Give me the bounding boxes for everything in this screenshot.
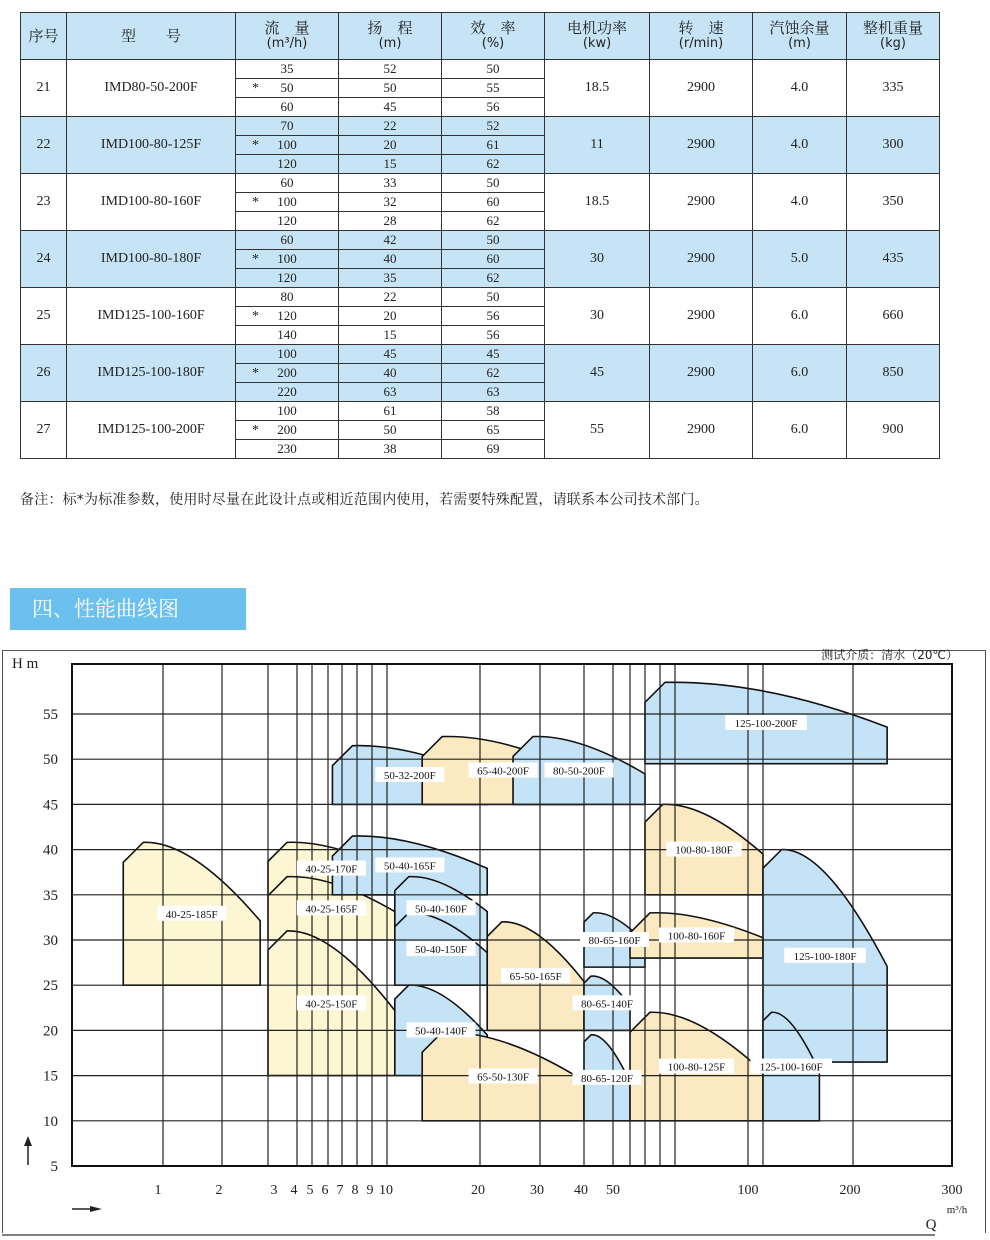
zone-label: 80-50-200F — [553, 765, 605, 778]
cell-flow: * 200 — [236, 421, 339, 440]
cell-head: 61 — [339, 402, 442, 421]
cell-head: 40 — [339, 364, 442, 383]
cell-flow: 60 — [236, 174, 339, 193]
cell-model: IMD125-100-200F — [67, 402, 236, 459]
cell-model: IMD100-80-125F — [67, 117, 236, 174]
table-row — [21, 402, 940, 421]
cell-weight: 900 — [847, 402, 940, 459]
cell-efficiency: 50 — [442, 174, 545, 193]
cell-no: 25 — [21, 288, 67, 345]
header-efficiency: 效 率 (%) — [442, 13, 545, 60]
x-axis-symbol: Q — [925, 1217, 937, 1233]
svg-text:50: 50 — [43, 752, 58, 769]
header-motor-power: 电机功率 (kw) — [545, 13, 650, 60]
svg-text:40: 40 — [574, 1183, 588, 1198]
cell-flow: 70 — [236, 117, 339, 136]
cell-efficiency: 55 — [442, 79, 545, 98]
svg-text:50: 50 — [606, 1183, 620, 1198]
cell-npsh: 4.0 — [753, 117, 847, 174]
cell-model: IMD100-80-160F — [67, 174, 236, 231]
header-head: 扬 程 (m) — [339, 13, 442, 60]
header-speed: 转 速 (r/min) — [650, 13, 753, 60]
cell-motor-power: 30 — [545, 231, 650, 288]
zone-label: 65-40-200F — [477, 765, 530, 778]
cell-speed: 2900 — [650, 402, 753, 459]
cell-head: 35 — [339, 269, 442, 288]
cell-flow: * 120 — [236, 307, 339, 326]
zone-label: 50-40-160F — [415, 903, 467, 916]
cell-flow: * 50 — [236, 79, 339, 98]
standard-point-star: * — [252, 81, 259, 96]
cell-efficiency: 62 — [442, 212, 545, 231]
cell-no: 26 — [21, 345, 67, 402]
cell-flow: * 100 — [236, 136, 339, 155]
zone-label: 100-80-160F — [667, 930, 726, 943]
cell-flow: 120 — [236, 269, 339, 288]
cell-flow: 120 — [236, 212, 339, 231]
cell-head: 50 — [339, 421, 442, 440]
header-no: 序号 — [21, 13, 67, 60]
cell-head: 20 — [339, 136, 442, 155]
svg-text:5: 5 — [306, 1183, 314, 1198]
cell-flow: 230 — [236, 440, 339, 459]
cell-speed: 2900 — [650, 60, 753, 117]
svg-text:25: 25 — [43, 978, 58, 995]
x-axis-labels — [155, 1183, 963, 1198]
cell-efficiency: 45 — [442, 345, 545, 364]
table-body — [21, 60, 940, 459]
svg-text:100: 100 — [737, 1183, 759, 1198]
cell-model: IMD80-50-200F — [67, 60, 236, 117]
cell-head: 52 — [339, 60, 442, 79]
cell-head: 50 — [339, 79, 442, 98]
cell-weight: 300 — [847, 117, 940, 174]
standard-point-star: * — [252, 423, 259, 438]
cell-head: 28 — [339, 212, 442, 231]
svg-text:55: 55 — [43, 707, 58, 723]
cell-flow: 80 — [236, 288, 339, 307]
cell-head: 33 — [339, 174, 442, 193]
svg-text:5: 5 — [50, 1159, 58, 1175]
zone-label: 50-40-165F — [383, 860, 436, 873]
cell-efficiency: 52 — [442, 117, 545, 136]
cell-no: 23 — [21, 174, 67, 231]
cell-npsh: 5.0 — [753, 231, 847, 288]
header-weight: 整机重量 (kg) — [847, 13, 940, 60]
footnote: 备注：标*为标准参数，使用时尽量在此设计点或相近范围内使用，若需要特殊配置，请联系本公司技术部门。 — [20, 492, 709, 508]
cell-model: IMD125-100-180F — [67, 345, 236, 402]
svg-text:300: 300 — [941, 1183, 963, 1198]
zone-label: 40-25-170F — [305, 863, 358, 876]
cell-head: 32 — [339, 193, 442, 212]
cell-head: 40 — [339, 250, 442, 269]
cell-no: 21 — [21, 60, 67, 117]
zone-label: 65-50-165F — [509, 971, 562, 984]
cell-efficiency: 56 — [442, 98, 545, 117]
cell-flow: 35 — [236, 60, 339, 79]
x-axis-unit: m³/h — [946, 1204, 968, 1216]
table-header-row — [21, 13, 940, 60]
cell-flow: 100 — [236, 345, 339, 364]
cell-motor-power: 18.5 — [545, 60, 650, 117]
cell-head: 38 — [339, 440, 442, 459]
cell-flow: 140 — [236, 326, 339, 345]
zone-label: 40-25-165F — [305, 903, 358, 916]
zone-label: 80-65-120F — [581, 1072, 633, 1085]
cell-head: 22 — [339, 117, 442, 136]
cell-flow: 220 — [236, 383, 339, 402]
svg-text:7: 7 — [336, 1183, 344, 1198]
cell-head: 15 — [339, 155, 442, 174]
cell-speed: 2900 — [650, 117, 753, 174]
cell-efficiency: 60 — [442, 193, 545, 212]
cell-efficiency: 61 — [442, 136, 545, 155]
cell-head: 15 — [339, 326, 442, 345]
svg-text:6: 6 — [321, 1183, 329, 1198]
svg-text:3: 3 — [270, 1183, 278, 1198]
standard-point-star: * — [252, 309, 259, 324]
cell-weight: 850 — [847, 345, 940, 402]
zone-label: 50-32-200F — [383, 770, 436, 783]
cell-efficiency: 62 — [442, 269, 545, 288]
cell-weight: 350 — [847, 174, 940, 231]
svg-text:1: 1 — [154, 1183, 162, 1198]
cell-flow: 100 — [236, 402, 339, 421]
cell-motor-power: 55 — [545, 402, 650, 459]
zone-label: 125-100-160F — [759, 1061, 823, 1074]
cell-npsh: 6.0 — [753, 288, 847, 345]
cell-head: 20 — [339, 307, 442, 326]
cell-no: 24 — [21, 231, 67, 288]
cell-npsh: 4.0 — [753, 60, 847, 117]
cell-no: 27 — [21, 402, 67, 459]
cell-flow: 120 — [236, 155, 339, 174]
svg-text:20: 20 — [471, 1183, 485, 1198]
cell-efficiency: 56 — [442, 326, 545, 345]
svg-text:30: 30 — [43, 933, 58, 949]
cell-model: IMD125-100-160F — [67, 288, 236, 345]
cell-head: 42 — [339, 231, 442, 250]
zone-label: 100-80-180F — [675, 844, 733, 857]
svg-text:45: 45 — [43, 797, 58, 814]
cell-efficiency: 63 — [442, 383, 545, 402]
zone-label: 65-50-130F — [477, 1071, 530, 1084]
cell-npsh: 6.0 — [753, 345, 847, 402]
cell-motor-power: 11 — [545, 117, 650, 174]
cell-npsh: 6.0 — [753, 402, 847, 459]
zone-label: 125-100-200F — [734, 718, 798, 731]
cell-efficiency: 62 — [442, 364, 545, 383]
cell-speed: 2900 — [650, 288, 753, 345]
cell-flow: * 200 — [236, 364, 339, 383]
cell-speed: 2900 — [650, 174, 753, 231]
cell-no: 22 — [21, 117, 67, 174]
standard-point-star: * — [252, 138, 259, 153]
standard-point-star: * — [252, 252, 259, 267]
zone-label: 50-40-150F — [415, 944, 467, 957]
svg-text:10: 10 — [379, 1183, 393, 1198]
cell-efficiency: 60 — [442, 250, 545, 269]
table-row — [21, 231, 940, 250]
svg-text:20: 20 — [43, 1023, 58, 1040]
svg-text:15: 15 — [43, 1068, 58, 1085]
cell-speed: 2900 — [650, 231, 753, 288]
zone-label: 100-80-125F — [667, 1061, 726, 1074]
cell-weight: 335 — [847, 60, 940, 117]
svg-text:4: 4 — [290, 1183, 298, 1198]
cell-head: 45 — [339, 98, 442, 117]
cell-flow: 60 — [236, 98, 339, 117]
table-row — [21, 117, 940, 136]
y-axis-title: H m — [12, 656, 39, 672]
table-row — [21, 345, 940, 364]
cell-head: 22 — [339, 288, 442, 307]
cell-motor-power: 18.5 — [545, 174, 650, 231]
cell-efficiency: 50 — [442, 231, 545, 250]
cell-efficiency: 65 — [442, 421, 545, 440]
cell-flow: 60 — [236, 231, 339, 250]
cell-speed: 2900 — [650, 345, 753, 402]
cell-head: 63 — [339, 383, 442, 402]
table-row — [21, 174, 940, 193]
header-model: 型 号 — [67, 13, 236, 60]
table-row — [21, 288, 940, 307]
cell-efficiency: 56 — [442, 307, 545, 326]
svg-text:35: 35 — [43, 887, 58, 904]
cell-motor-power: 45 — [545, 345, 650, 402]
cell-flow: * 100 — [236, 193, 339, 212]
standard-point-star: * — [252, 195, 259, 210]
cell-efficiency: 62 — [442, 155, 545, 174]
cell-efficiency: 58 — [442, 402, 545, 421]
zone-label: 40-25-150F — [305, 998, 358, 1011]
section-title: 四、性能曲线图 — [10, 588, 246, 630]
svg-text:40: 40 — [43, 842, 58, 859]
cell-efficiency: 50 — [442, 288, 545, 307]
zone-label: 125-100-180F — [793, 950, 857, 963]
svg-text:9: 9 — [366, 1183, 374, 1198]
svg-text:8: 8 — [351, 1183, 359, 1198]
cell-efficiency: 50 — [442, 60, 545, 79]
svg-text:30: 30 — [530, 1183, 544, 1198]
spec-table — [20, 12, 940, 459]
svg-text:200: 200 — [839, 1183, 861, 1198]
svg-text:2: 2 — [215, 1183, 223, 1198]
cell-efficiency: 69 — [442, 440, 545, 459]
performance-curve-chart — [0, 650, 990, 1240]
cell-npsh: 4.0 — [753, 174, 847, 231]
zone-label: 80-65-140F — [581, 998, 633, 1011]
cell-flow: * 100 — [236, 250, 339, 269]
test-medium-note: 测试介质：清水（20℃） — [821, 648, 958, 662]
svg-text:10: 10 — [43, 1113, 58, 1130]
table-row — [21, 60, 940, 79]
standard-point-star: * — [252, 366, 259, 381]
header-flow: 流 量 (m³/h) — [236, 13, 339, 60]
zone-label: 50-40-140F — [415, 1025, 467, 1038]
y-axis-labels — [43, 707, 58, 1175]
zone-label: 40-25-185F — [165, 908, 218, 921]
cell-model: IMD100-80-180F — [67, 231, 236, 288]
cell-weight: 435 — [847, 231, 940, 288]
cell-weight: 660 — [847, 288, 940, 345]
operating-zones — [123, 682, 887, 1121]
zone-label: 80-65-160F — [588, 935, 641, 947]
cell-head: 45 — [339, 345, 442, 364]
cell-motor-power: 30 — [545, 288, 650, 345]
header-npsh: 汽蚀余量 (m) — [753, 13, 847, 60]
